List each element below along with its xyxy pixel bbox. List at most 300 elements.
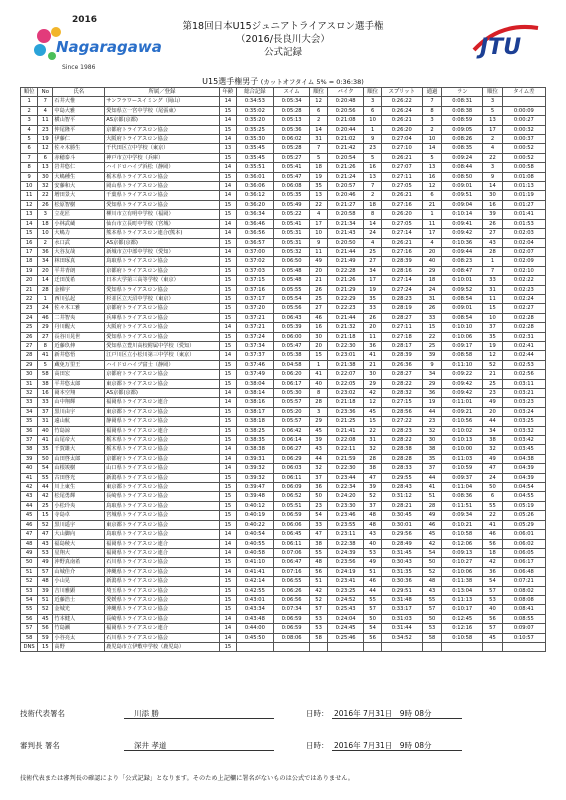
table-cell: 15: [219, 558, 236, 567]
table-cell: 59: [38, 633, 53, 642]
table-cell: 13: [38, 163, 53, 172]
table-cell: 34: [364, 266, 381, 275]
table-cell: 0:28:22: [381, 436, 422, 445]
table-cell: 15: [219, 360, 236, 369]
table-cell: 0:21:02: [327, 135, 364, 144]
table-cell: 0:27:05: [381, 182, 422, 191]
table-cell: 0:40:12: [237, 501, 274, 510]
table-cell: 0:22:05: [327, 379, 364, 388]
table-cell: 長崎県トライアスロン協会: [105, 492, 220, 501]
table-cell: 32: [310, 464, 327, 473]
table-cell: 0:05:13: [273, 116, 310, 125]
table-cell: 0:06:59: [273, 511, 310, 520]
table-cell: 11: [310, 247, 327, 256]
table-cell: 14: [219, 567, 236, 576]
table-cell: 27: [38, 332, 53, 341]
table-cell: 0:38:35: [237, 436, 274, 445]
table-cell: 0:21:18: [327, 398, 364, 407]
table-cell: 0:05:49: [273, 200, 310, 209]
table-cell: 13: [483, 116, 502, 125]
table-cell: 45: [310, 426, 327, 435]
table-cell: 0:29:56: [381, 530, 422, 539]
table-cell: 7: [21, 153, 38, 162]
table-cell: 45: [422, 530, 441, 539]
table-cell: 0:08:50: [442, 172, 483, 181]
table-cell: 1: [21, 97, 38, 106]
table-cell: 0:35:25: [237, 125, 274, 134]
column-header: タイム差: [502, 88, 545, 97]
table-cell: 0:08:38: [442, 106, 483, 115]
table-cell: 0:05:55: [273, 285, 310, 294]
table-cell: サンフラワースイミング（岡山）: [105, 97, 220, 106]
table-cell: 16: [21, 238, 38, 247]
table-row: [21, 473, 546, 482]
table-row: [21, 172, 546, 181]
table-cell: 0:13:04: [442, 586, 483, 595]
table-cell: 0:03:45: [502, 445, 545, 454]
table-cell: 0:10:59: [442, 464, 483, 473]
table-cell: 0:08:55: [502, 614, 545, 623]
table-cell: 57: [483, 624, 502, 633]
table-cell: 0:21:44: [327, 247, 364, 256]
table-cell: 6: [21, 144, 38, 153]
table-cell: 0:20:54: [327, 153, 364, 162]
table-cell: 0:08:06: [273, 633, 310, 642]
table-cell: 0:10:58: [442, 633, 483, 642]
table-cell: 0:37:37: [237, 351, 274, 360]
table-cell: 33: [21, 398, 38, 407]
table-cell: 竹島諒: [53, 426, 105, 435]
table-cell: 22: [483, 511, 502, 520]
table-cell: 14: [219, 116, 236, 125]
table-cell: 40: [21, 464, 38, 473]
table-cell: 44: [483, 417, 502, 426]
table-cell: [273, 642, 310, 651]
table-cell: 23: [21, 304, 38, 313]
table-cell: 0:37:03: [237, 266, 274, 275]
table-cell: 42: [310, 586, 327, 595]
table-cell: 0:30:43: [381, 558, 422, 567]
table-row: [21, 370, 546, 379]
table-cell: 大嶋種生: [53, 172, 105, 181]
table-cell: 0:28:28: [381, 454, 422, 463]
table-cell: 0:28:49: [381, 539, 422, 548]
table-cell: 0:21:42: [327, 144, 364, 153]
table-cell: 0:21:25: [327, 417, 364, 426]
table-cell: 水口武: [53, 238, 105, 247]
table-cell: 26: [422, 304, 441, 313]
table-cell: 0:11:10: [442, 360, 483, 369]
table-cell: 18: [422, 276, 441, 285]
table-cell: 20: [310, 266, 327, 275]
table-cell: 0:20:57: [327, 182, 364, 191]
table-cell: 0:38:04: [237, 379, 274, 388]
table-cell: 0:28:21: [381, 501, 422, 510]
table-cell: 0:00:09: [502, 106, 545, 115]
table-row: [21, 200, 546, 209]
table-cell: 0:37:49: [237, 370, 274, 379]
table-cell: 38: [21, 445, 38, 454]
table-cell: 0:04:39: [502, 464, 545, 473]
table-cell: 吉川雅顕: [53, 586, 105, 595]
table-cell: 0:10:13: [442, 436, 483, 445]
table-cell: 伊藤仁: [53, 135, 105, 144]
table-cell: 兵庫県トライアスロン協会: [105, 313, 220, 322]
table-cell: 14: [219, 548, 236, 557]
table-cell: 竹島瀬: [53, 624, 105, 633]
table-cell: 竹本健人: [53, 614, 105, 623]
table-cell: 14: [219, 219, 236, 228]
table-cell: 27: [483, 229, 502, 238]
table-row: [21, 266, 546, 275]
table-cell: 0:09:42: [442, 379, 483, 388]
table-cell: 25: [483, 379, 502, 388]
table-cell: 26: [38, 200, 53, 209]
table-cell: 0:07:06: [273, 548, 310, 557]
table-cell: 0:27:11: [381, 323, 422, 332]
table-cell: 44: [422, 407, 441, 416]
table-row: [21, 229, 546, 238]
table-cell: 36: [422, 389, 441, 398]
table-cell: 0:27:16: [381, 200, 422, 209]
table-cell: 江戸川区立小松川第三中学校（東京）: [105, 351, 220, 360]
table-cell: 21: [310, 276, 327, 285]
table-cell: 0:05:54: [273, 294, 310, 303]
table-cell: 15: [219, 106, 236, 115]
table-cell: 岡本空翔: [53, 389, 105, 398]
table-cell: 31: [422, 294, 441, 303]
table-cell: 56: [21, 614, 38, 623]
table-cell: 0:05:48: [273, 276, 310, 285]
table-cell: 0:31:35: [381, 567, 422, 576]
table-cell: 0:21:29: [327, 285, 364, 294]
table-cell: 37: [364, 501, 381, 510]
table-cell: 0:01:41: [502, 210, 545, 219]
table-row: [21, 304, 546, 313]
table-cell: 30: [310, 332, 327, 341]
table-cell: 0:35:20: [237, 116, 274, 125]
table-cell: 0:09:42: [442, 389, 483, 398]
table-cell: 0:06:02: [273, 135, 310, 144]
table-cell: 0:08:54: [442, 313, 483, 322]
table-cell: ハイドロハイブ富士（静岡）: [105, 360, 220, 369]
table-cell: 鳥取県トライアスロン協会: [105, 257, 220, 266]
table-cell: 山根竣樹: [53, 464, 105, 473]
table-cell: 16: [310, 323, 327, 332]
table-cell: AS京都(京都): [105, 116, 220, 125]
column-header: 順位: [21, 88, 38, 97]
table-cell: 46: [422, 520, 441, 529]
table-row: [21, 520, 546, 529]
table-cell: 沖縄県トライアスロン協会: [105, 567, 220, 576]
table-cell: 42: [483, 558, 502, 567]
table-cell: 34: [38, 257, 53, 266]
table-cell: 増田景大: [53, 191, 105, 200]
table-cell: 0:06:48: [502, 567, 545, 576]
table-cell: 50: [310, 492, 327, 501]
table-cell: 37: [483, 323, 502, 332]
table-cell: 柳川市立有明中学校（福岡）: [105, 210, 220, 219]
table-cell: 0:06:27: [273, 445, 310, 454]
table-row: [21, 163, 546, 172]
table-cell: 0:05:26: [502, 511, 545, 520]
table-cell: 0:10:27: [442, 558, 483, 567]
table-cell: 0:02:28: [502, 313, 545, 322]
table-cell: 30: [483, 191, 502, 200]
table-cell: 京都府トライアスロン協会: [105, 266, 220, 275]
table-cell: 55: [310, 548, 327, 557]
table-cell: 11: [422, 219, 441, 228]
table-cell: 0:29:55: [381, 473, 422, 482]
table-cell: 仙台市立長町中学校（宮城）: [105, 219, 220, 228]
table-cell: 0:28:16: [381, 266, 422, 275]
table-row: [21, 417, 546, 426]
table-cell: 26: [483, 219, 502, 228]
table-cell: 18: [21, 257, 38, 266]
table-cell: 28: [422, 501, 441, 510]
table-cell: 36: [21, 426, 38, 435]
table-cell: 50: [422, 558, 441, 567]
table-cell: 0:20:46: [327, 191, 364, 200]
table-cell: 0:40:19: [237, 511, 274, 520]
results-table: [20, 87, 546, 652]
table-cell: 25: [38, 501, 53, 510]
table-cell: 0:27:04: [381, 135, 422, 144]
table-cell: 22: [21, 294, 38, 303]
table-cell: 小山晃: [53, 577, 105, 586]
table-cell: 0:26:22: [381, 97, 422, 106]
table-cell: 1: [364, 125, 381, 134]
table-cell: 41: [422, 483, 441, 492]
table-cell: 0:09:37: [442, 473, 483, 482]
table-cell: 0:10:21: [442, 520, 483, 529]
table-cell: 0:26:20: [381, 210, 422, 219]
table-cell: 51: [364, 567, 381, 576]
table-row: [21, 492, 546, 501]
table-cell: 26: [310, 285, 327, 294]
table-cell: [483, 642, 502, 651]
table-cell: 0:06:52: [273, 492, 310, 501]
table-cell: 0:26:20: [381, 125, 422, 134]
table-cell: 0:05:22: [273, 210, 310, 219]
table-row: [21, 464, 546, 473]
table-cell: 0:00:52: [502, 153, 545, 162]
table-row: [21, 389, 546, 398]
table-cell: 0:03:11: [502, 379, 545, 388]
table-cell: 平井悠太郎: [53, 379, 105, 388]
table-cell: 0:10:00: [442, 445, 483, 454]
table-row: [21, 97, 546, 106]
table-cell: 星翔大: [53, 548, 105, 557]
table-cell: 3: [21, 116, 38, 125]
table-cell: 15: [38, 511, 53, 520]
table-cell: 8: [422, 106, 441, 115]
table-cell: 25: [422, 341, 441, 350]
table-cell: 0:05:47: [273, 341, 310, 350]
table-cell: 4: [422, 238, 441, 247]
table-row: [21, 360, 546, 369]
table-cell: 山中翔輝: [53, 398, 105, 407]
jtu-logo: [470, 20, 542, 60]
table-cell: 8: [364, 210, 381, 219]
table-cell: 0:01:13: [502, 182, 545, 191]
table-cell: 19: [21, 266, 38, 275]
table-cell: 21: [21, 285, 38, 294]
table-cell: 31: [21, 379, 38, 388]
logo-wordmark: Nagaragawa: [56, 38, 162, 56]
table-cell: 沖縄県トライアスロン協会: [105, 605, 220, 614]
table-cell: 0:36:12: [237, 191, 274, 200]
table-cell: 15: [219, 304, 236, 313]
table-cell: 42: [422, 539, 441, 548]
table-cell: 0:09:07: [502, 624, 545, 633]
table-cell: 0:23:01: [327, 351, 364, 360]
table-cell: 45: [21, 511, 38, 520]
table-cell: 15: [219, 238, 236, 247]
table-cell: 4: [38, 106, 53, 115]
table-cell: 50: [21, 558, 38, 567]
table-cell: 古田啓光: [53, 473, 105, 482]
table-cell: 19: [38, 135, 53, 144]
table-cell: 0:09:05: [442, 125, 483, 134]
table-cell: 0:09:22: [442, 370, 483, 379]
table-cell: 28: [38, 285, 53, 294]
table-cell: 福岡県トライアスロン連合: [105, 398, 220, 407]
table-cell: 38: [483, 436, 502, 445]
table-cell: 0:05:48: [273, 266, 310, 275]
table-cell: 14: [219, 624, 236, 633]
table-cell: 0:04:55: [502, 492, 545, 501]
table-cell: 川上東生: [53, 483, 105, 492]
table-cell: 千賀雄大: [53, 445, 105, 454]
table-cell: 24: [21, 313, 38, 322]
table-cell: 東京都トライアスロン協会: [105, 520, 220, 529]
table-cell: 32: [38, 182, 53, 191]
table-cell: 15: [38, 642, 53, 651]
table-cell: 0:08:54: [442, 294, 483, 303]
table-cell: 47: [38, 530, 53, 539]
table-cell: 20: [310, 341, 327, 350]
table-cell: 0:21:43: [327, 229, 364, 238]
table-cell: 石川県トライアスロン協会: [105, 633, 220, 642]
table-cell: 0:26:36: [381, 360, 422, 369]
table-cell: 0:11:13: [442, 595, 483, 604]
tech-datetime: 2016年 7月31日 9時 08分: [334, 709, 432, 718]
table-cell: 0:06:42: [273, 426, 310, 435]
table-cell: 0:04:39: [502, 473, 545, 482]
table-cell: 0:10:36: [442, 238, 483, 247]
table-cell: 41: [38, 351, 53, 360]
table-cell: 0:05:39: [273, 323, 310, 332]
table-cell: 0:23:02: [327, 389, 364, 398]
table-cell: 0:28:33: [381, 464, 422, 473]
table-cell: 愛知県立一宮中学校（尾張東）: [105, 106, 220, 115]
table-cell: 42: [38, 492, 53, 501]
table-cell: 0:00:37: [502, 135, 545, 144]
table-body: [21, 97, 546, 652]
column-header: 順位: [483, 88, 502, 97]
table-cell: 0:08:02: [502, 586, 545, 595]
table-cell: 0:02:31: [502, 332, 545, 341]
table-cell: 0:26:24: [381, 106, 422, 115]
table-cell: 37: [310, 473, 327, 482]
table-cell: 36: [38, 247, 53, 256]
table-cell: 15: [219, 577, 236, 586]
table-cell: 10: [422, 135, 441, 144]
table-cell: 47: [310, 530, 327, 539]
table-cell: 金城光: [53, 605, 105, 614]
table-cell: 52: [364, 492, 381, 501]
table-cell: 20: [364, 323, 381, 332]
table-cell: 1: [422, 210, 441, 219]
table-cell: 15: [219, 595, 236, 604]
judge-name: 深井 孝道: [134, 741, 167, 750]
table-cell: 鳥取県トライアスロン協会: [105, 530, 220, 539]
table-cell: 0:21:38: [327, 360, 364, 369]
table-cell: 0:29:51: [381, 586, 422, 595]
table-cell: 27: [21, 341, 38, 350]
table-cell: 0:26:21: [381, 238, 422, 247]
table-cell: 新潟県トライアスロン協会: [105, 473, 220, 482]
table-cell: 愛知県トライアスロン協会: [105, 285, 220, 294]
table-cell: 12: [483, 351, 502, 360]
table-cell: 32: [364, 445, 381, 454]
table-cell: 0:09:13: [442, 548, 483, 557]
table-cell: 39: [483, 210, 502, 219]
table-cell: 37: [21, 436, 38, 445]
table-cell: 0:10:14: [442, 210, 483, 219]
table-cell: 1: [310, 360, 327, 369]
table-cell: 36: [364, 341, 381, 350]
table-row: [21, 285, 546, 294]
table-cell: 0:37:46: [237, 360, 274, 369]
table-row: [21, 332, 546, 341]
table-cell: 43: [483, 238, 502, 247]
table-cell: 18: [364, 200, 381, 209]
table-cell: 0:06:59: [273, 614, 310, 623]
table-cell: 56: [310, 567, 327, 576]
table-cell: 0:09:42: [442, 229, 483, 238]
table-cell: 21: [364, 360, 381, 369]
table-cell: 0:38:16: [237, 398, 274, 407]
table-row: [21, 219, 546, 228]
table-cell: 栃木県トライアスロン協会: [105, 436, 220, 445]
table-cell: 0:09:52: [442, 285, 483, 294]
table-row: [21, 341, 546, 350]
table-cell: 0:03:32: [502, 426, 545, 435]
table-cell: 0:30:45: [381, 511, 422, 520]
table-cell: 長崎県トライアスロン協会: [105, 614, 220, 623]
table-cell: 0:21:27: [327, 200, 364, 209]
table-cell: 8: [21, 163, 38, 172]
table-cell: 40: [364, 539, 381, 548]
table-cell: 0:22:34: [327, 483, 364, 492]
table-cell: 0:08:58: [442, 351, 483, 360]
table-cell: 0:04:54: [502, 483, 545, 492]
table-cell: 新城市立中部中学校（愛知）: [105, 247, 220, 256]
table-row: [21, 135, 546, 144]
table-cell: 0:27:14: [381, 229, 422, 238]
table-row: [21, 633, 546, 642]
table-cell: 30: [422, 436, 441, 445]
table-cell: 27: [364, 257, 381, 266]
table-cell: 45: [38, 614, 53, 623]
table-cell: 49: [21, 548, 38, 557]
table-cell: 東京都トライアスロン協会: [105, 379, 220, 388]
table-cell: 0:25:46: [327, 633, 364, 642]
table-cell: 小谷亮太: [53, 633, 105, 642]
table-cell: 13: [422, 163, 441, 172]
